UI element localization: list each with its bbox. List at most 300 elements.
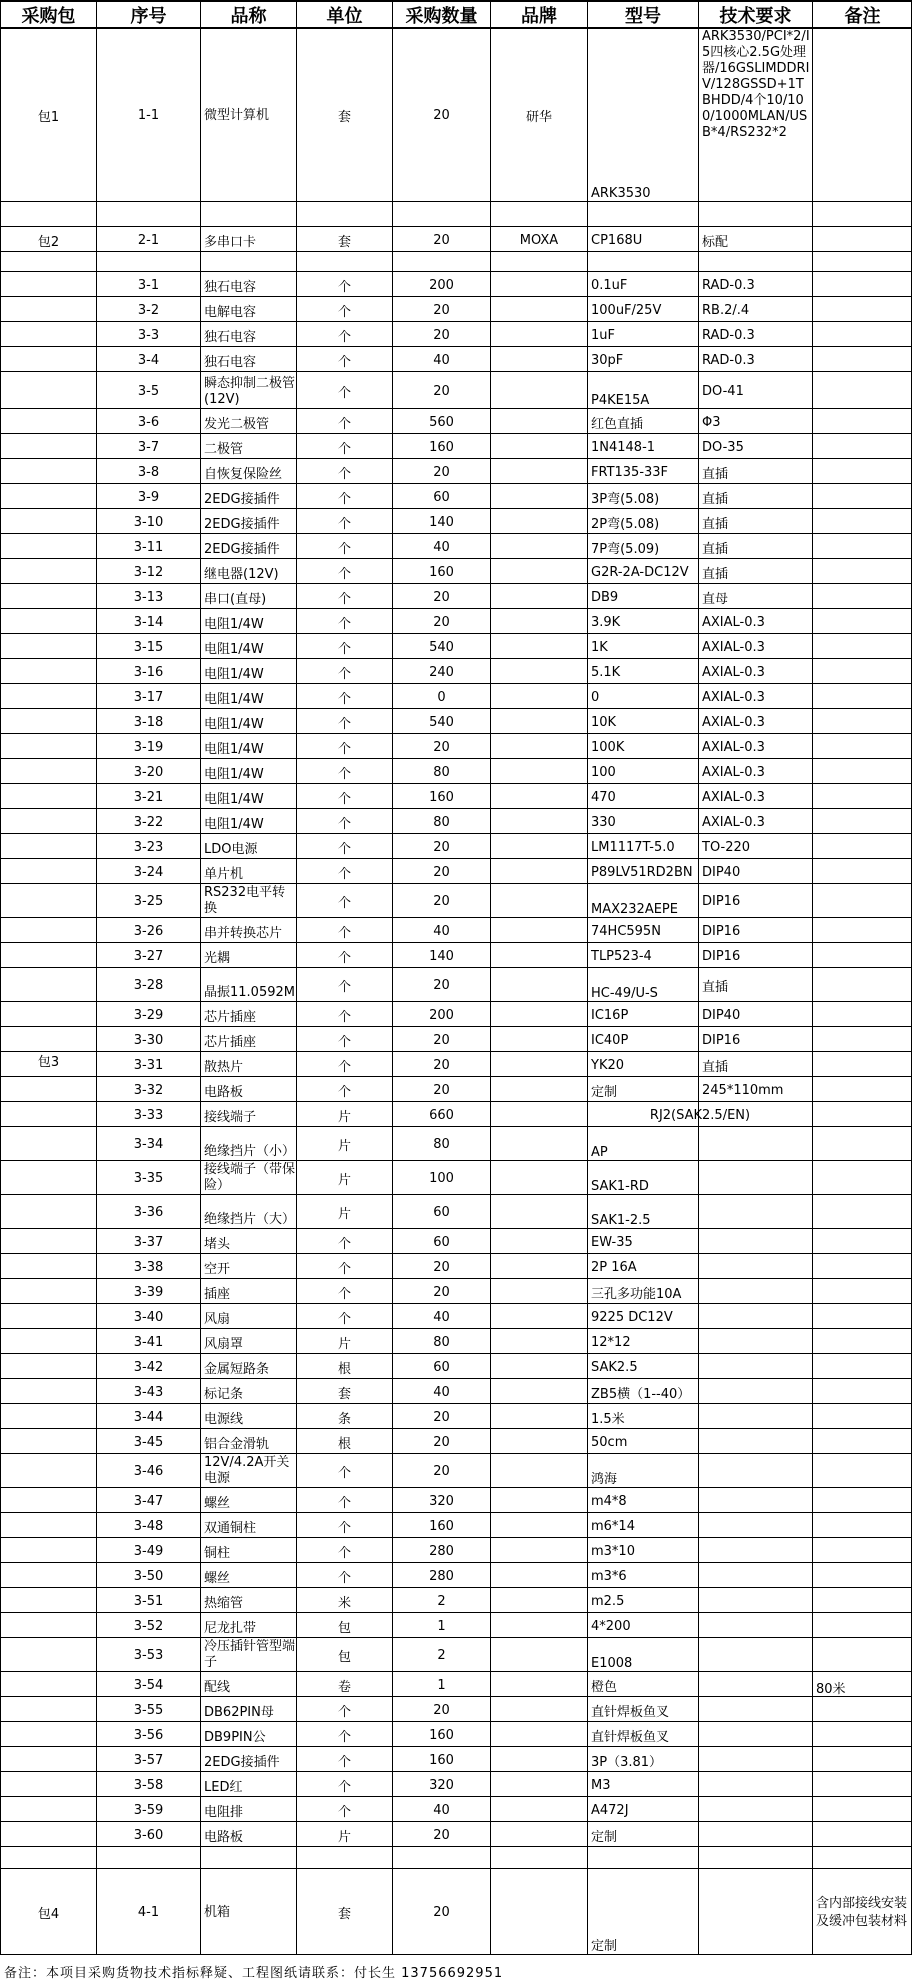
cell-spec: AXIAL-0.3 [702,789,765,805]
cell-model: 4*200 [591,1618,631,1634]
cell-name [201,253,296,272]
cell-unit: 片 [337,1139,351,1154]
cell-qty: 160 [429,1752,454,1768]
cell-brand [491,273,587,297]
cell-model: 1N4148-1 [591,439,656,455]
cell-name: DB62PIN母 [204,1704,274,1720]
cell-brand [491,253,587,272]
cell-no: 3-54 [133,1677,164,1693]
cell-unit: 个 [337,466,351,482]
cell-spec [699,1848,812,1869]
cell-brand [491,660,587,684]
cell-qty: 20 [433,464,450,480]
cell-brand [491,1355,587,1379]
cell-model: HC-49/U-S [591,986,658,1001]
cell-unit [297,203,392,227]
cell-unit: 个 [337,1466,351,1481]
cell-no: 3-58 [133,1777,164,1793]
cell-model: AP [591,1145,608,1160]
cell-note [813,460,912,484]
cell-no: 3-2 [137,302,160,318]
cell-note [813,660,912,684]
cell-no: 3-13 [133,589,164,605]
cell-qty: 40 [433,352,450,368]
cell-unit: 个 [337,541,351,557]
cell-note [813,1128,912,1161]
cell-name: 风扇 [204,1311,231,1327]
cell-unit: 个 [337,304,351,320]
cell-model: m6*14 [591,1518,635,1534]
cell-spec: AXIAL-0.3 [702,764,765,780]
cell-spec: AXIAL-0.3 [702,714,765,730]
cell-brand [491,485,587,509]
cell-spec [699,203,812,227]
cell-model: ARK3530 [591,186,651,201]
cell-unit: 根 [337,1436,351,1452]
cell-no: 3-56 [133,1727,164,1743]
cell-unit: 个 [337,385,351,401]
cell-model: 3.9K [591,614,621,630]
cell-model: 1uF [591,327,615,343]
cell-name: 光耦 [204,950,231,966]
header-cell: 品牌 [521,5,557,27]
cell-qty: 20 [433,302,450,318]
cell-note [813,1196,912,1229]
cell-name: 配线 [204,1679,231,1695]
cell-qty: 20 [433,327,450,343]
cell-qty [393,203,490,227]
cell-spec [699,1748,812,1772]
cell-name: 绝缘挡片（大） [204,1212,296,1227]
cell-spec: AXIAL-0.3 [702,689,765,705]
cell-model: 10K [591,714,617,730]
cell-brand [491,760,587,784]
cell-no: 3-7 [137,439,160,455]
cell-no: 3-10 [133,514,164,530]
cell-note [813,760,912,784]
cell-note [813,203,912,227]
cell-model: 3P（3.81） [591,1754,663,1770]
cell-model: m3*6 [591,1568,627,1584]
cell-note [813,1230,912,1254]
cell-model: 50cm [591,1434,628,1450]
cell-no: 3-38 [133,1259,164,1275]
cell-name: 接线端子（带保险） [204,1162,296,1193]
cell-qty: 20 [433,1032,450,1048]
cell-note [813,1748,912,1772]
cell-no: 3-14 [133,614,164,630]
cell-spec [699,1380,812,1404]
cell-note [813,535,912,559]
cell-spec: RAD-0.3 [702,352,755,368]
cell-brand [491,1489,587,1513]
cell-brand [491,1748,587,1772]
cell-qty: 60 [433,1359,450,1375]
cell-name: 继电器(12V) [204,566,279,582]
cell-spec [699,1280,812,1304]
cell-unit [297,1848,392,1869]
cell-note [813,29,912,202]
cell-note [813,373,912,409]
cell-qty: 20 [433,589,450,605]
cell-model: SAK1-2.5 [591,1213,651,1228]
cell-no: 3-9 [137,489,160,505]
cell-name: 独石电容 [204,279,257,295]
cell-model: IC40P [591,1032,629,1048]
cell-no: 3-35 [133,1171,164,1186]
cell-model: 2P弯(5.08) [591,516,660,532]
cell-unit: 个 [337,1779,351,1795]
cell-unit: 片 [337,1336,351,1352]
cell-qty: 40 [433,1802,450,1818]
cell-qty: 40 [433,923,450,939]
cell-spec [699,1405,812,1429]
cell-spec [699,253,812,272]
cell-model: ZB5横（1--40） [591,1386,691,1402]
cell-unit: 个 [337,896,351,911]
cell-spec: ARK3530/PCI*2/I5四核心2.5G处理器/16GSLIMDDRIV/128GSSD+1TBHDD/4个10/100/1000MLAN/USB*4/RS232*2 [702,29,810,140]
cell-note [813,298,912,322]
cell-name: 串口(直母) [204,591,267,607]
cell-model: CP168U [591,232,643,248]
cell-name: 发光二极管 [204,416,270,432]
cell-brand [491,535,587,559]
cell-model: m3*10 [591,1543,635,1559]
cell-unit: 套 [337,1386,351,1402]
cell-no: 3-48 [133,1518,164,1534]
cell-qty: 80 [433,764,450,780]
cell-spec: DO-41 [702,383,744,399]
cell-name: 散热片 [204,1059,244,1075]
cell-spec [699,1773,812,1797]
cell-no: 3-8 [137,464,160,480]
cell-no: 2-1 [137,232,160,248]
cell-note [813,1380,912,1404]
cell-no: 3-4 [137,352,160,368]
cell-qty: 20 [433,1082,450,1098]
cell-qty: 200 [429,277,454,293]
cell-qty: 20 [433,894,450,909]
footer-note: 备注：本项目采购货物技术指标释疑、工程图纸请联系：付长生 13756692951 [4,1966,504,1981]
cell-note [813,944,912,968]
cell-name: 金属短路条 [204,1361,270,1377]
cell-name: 电阻1/4W [204,666,264,682]
cell-unit: 个 [337,566,351,582]
cell-model: 0.1uF [591,277,628,293]
cell-qty: 20 [433,108,450,123]
cell-name: 螺丝 [204,1570,231,1586]
cell-qty: 560 [429,414,454,430]
cell-spec [699,1589,812,1613]
cell-brand [491,785,587,809]
cell-brand [491,710,587,734]
cell-name: LDO电源 [204,841,258,857]
cell-qty: 20 [433,1464,450,1479]
cell-name: 标记条 [204,1386,244,1402]
cell-model: 0 [591,689,600,705]
cell-no: 3-23 [133,839,164,855]
cell-unit: 个 [337,1311,351,1327]
header-cell: 备注 [844,5,881,27]
cell-unit: 套 [337,110,351,125]
cell-spec: AXIAL-0.3 [702,664,765,680]
cell-name: DB9PIN公 [204,1729,266,1745]
cell-unit: 套 [337,1907,351,1922]
header-cell: 型号 [625,5,661,27]
cell-qty: 160 [429,1727,454,1743]
cell-qty: 20 [433,739,450,755]
cell-model [588,1848,698,1869]
cell-note [813,348,912,372]
cell-model: EW-35 [591,1234,633,1250]
cell-unit: 个 [337,791,351,807]
cell-note [813,560,912,584]
cell-no: 3-44 [133,1409,164,1425]
cell-model: 定制 [591,1939,618,1954]
cell-qty: 240 [429,664,454,680]
cell-qty: 20 [433,232,450,248]
cell-unit: 个 [337,741,351,757]
cell-brand [491,919,587,943]
cell-model: 鸿海 [591,1472,618,1487]
header-cell: 技术要求 [719,5,792,27]
cell-brand [491,323,587,347]
cell-note [813,1430,912,1454]
cell-note [813,835,912,859]
cell-unit: 个 [337,950,351,966]
cell-spec: 直插 [702,566,729,582]
cell-unit: 卷 [337,1679,351,1695]
cell-brand [491,585,587,609]
cell-spec: DIP16 [702,894,741,909]
cell-brand [491,510,587,534]
cell-unit: 片 [337,1207,351,1222]
cell-brand [491,1103,587,1127]
cell-no: 3-60 [133,1827,164,1843]
cell-note [813,410,912,434]
cell-note [813,1564,912,1588]
cell-brand [491,203,587,227]
cell-unit: 个 [337,1704,351,1720]
cell-brand [491,1053,587,1077]
cell-note [813,810,912,834]
cell-qty: 20 [433,1057,450,1073]
cell-unit: 根 [337,1361,351,1377]
cell-name: 电阻1/4W [204,691,264,707]
cell-name: 螺丝 [204,1495,231,1511]
cell-no [97,253,200,272]
cell-model: m2.5 [591,1593,625,1609]
cell-qty: 20 [433,1702,450,1718]
cell-qty: 2 [437,1593,446,1609]
cell-name: 铜柱 [204,1545,231,1561]
cell-no: 3-57 [133,1752,164,1768]
cell-brand [491,1162,587,1195]
cell-name: 2EDG接插件 [204,1754,280,1770]
cell-no: 1-1 [137,108,160,123]
cell-model: FRT135-33F [591,464,669,480]
cell-name: 多串口卡 [204,234,257,250]
cell-unit: 个 [337,1495,351,1511]
cell-spec [699,1196,812,1229]
cell-qty: 0 [437,689,446,705]
cell-note: 含内部接线安装及缓冲包装材料 [816,1895,908,1929]
cell-no: 3-50 [133,1568,164,1584]
cell-unit: 个 [337,816,351,832]
cell-brand [491,860,587,884]
cell-spec [699,1823,812,1847]
cell-spec: 直插 [702,491,729,507]
cell-spec [699,1305,812,1329]
cell-name: 微型计算机 [204,107,270,123]
cell-brand [491,1539,587,1563]
cell-model: MAX232AEPE [591,902,678,917]
cell-name: 电阻1/4W [204,641,264,657]
cell-note [813,969,912,1002]
cell-qty: 160 [429,564,454,580]
cell-unit: 个 [337,980,351,995]
cell-no: 3-46 [133,1464,164,1479]
package-cell: 包2 [37,234,60,250]
cell-model: 定制 [591,1829,618,1845]
cell-spec: 直插 [702,516,729,532]
cell-note [813,1773,912,1797]
cell-name: 12V/4.2A开关电源 [204,1455,290,1486]
cell-unit: 个 [337,1261,351,1277]
cell-no: 3-59 [133,1802,164,1818]
cell-brand [491,1773,587,1797]
cell-no: 3-49 [133,1543,164,1559]
cell-no: 3-51 [133,1593,164,1609]
cell-brand [491,1823,587,1847]
cell-spec: RAD-0.3 [702,327,755,343]
cell-brand [491,410,587,434]
cell-brand [491,1673,587,1697]
cell-no: 3-3 [137,327,160,343]
cell-name: 独石电容 [204,329,257,345]
cell-qty: 80 [433,1334,450,1350]
cell-brand [491,560,587,584]
cell-spec: 直母 [702,591,729,607]
cell-no: 3-45 [133,1434,164,1450]
cell-note [813,228,912,252]
cell-brand [491,1455,587,1488]
cell-note [813,1053,912,1077]
cell-model: 330 [591,814,616,830]
cell-note [813,485,912,509]
cell-note [813,1305,912,1329]
cell-spec: 直插 [702,541,729,557]
cell-qty: 140 [429,514,454,530]
cell-qty: 20 [433,1827,450,1843]
cell-spec: DIP40 [702,864,741,880]
cell-note [813,1330,912,1354]
cell-model: M3 [591,1777,611,1793]
cell-no: 3-19 [133,739,164,755]
cell-qty: 20 [433,839,450,855]
cell-no: 3-26 [133,923,164,939]
cell-qty: 20 [433,864,450,880]
cell-spec [699,1455,812,1488]
cell-qty: 540 [429,714,454,730]
header-cell: 单位 [326,5,363,27]
cell-no [97,1848,200,1869]
cell-spec: DO-35 [702,439,744,455]
cell-model: E1008 [591,1656,633,1671]
cell-qty: 280 [429,1543,454,1559]
cell-no: 3-5 [137,383,160,399]
cell-unit: 个 [337,1059,351,1075]
cell-spec: AXIAL-0.3 [702,639,765,655]
cell-name: 机箱 [204,1904,231,1920]
cell-note [813,1589,912,1613]
cell-name: 电阻1/4W [204,791,264,807]
cell-spec [699,1230,812,1254]
cell-unit: 个 [337,616,351,632]
cell-spec [699,1698,812,1722]
cell-spec: DIP16 [702,1032,741,1048]
cell-unit: 个 [337,441,351,457]
cell-name: 串并转换芯片 [204,925,283,941]
cell-qty: 160 [429,1518,454,1534]
cell-model: YK20 [591,1057,625,1073]
cell-qty: 20 [433,1284,450,1300]
cell-no: 3-33 [133,1107,164,1123]
cell-note [813,1848,912,1869]
cell-model: 100uF/25V [591,302,662,318]
cell-name: 接线端子 [204,1109,257,1125]
cell-model: 74HC595N [591,923,661,939]
cell-model: SAK2.5 [591,1359,638,1375]
cell-unit [297,253,392,272]
cell-spec: DIP16 [702,948,741,964]
cell-name: 风扇罩 [204,1336,244,1352]
cell-spec: 标配 [702,234,729,250]
cell-no: 3-52 [133,1618,164,1634]
cell-no [97,203,200,227]
cell-note [813,860,912,884]
cell-unit: 个 [337,641,351,657]
cell-brand [491,1798,587,1822]
cell-no: 3-27 [133,948,164,964]
cell-qty: 200 [429,1007,454,1023]
cell-spec: DIP16 [702,923,741,939]
cell-name: 瞬态抑制二极管(12V) [204,376,296,407]
cell-spec [699,1489,812,1513]
cell-no: 3-20 [133,764,164,780]
cell-unit: 个 [337,1729,351,1745]
cell-no: 3-32 [133,1082,164,1098]
cell-no: 3-37 [133,1234,164,1250]
cell-model: m4*8 [591,1493,627,1509]
cell-brand [491,1255,587,1279]
cell-brand [491,1405,587,1429]
cell-no: 3-16 [133,664,164,680]
cell-name: 绝缘挡片（小） [204,1144,296,1159]
cell-name: 2EDG接插件 [204,541,280,557]
cell-note [813,1280,912,1304]
cell-no: 4-1 [137,1905,160,1920]
cell-model: 100 [591,764,616,780]
cell-name: 电阻1/4W [204,766,264,782]
cell-note [813,1355,912,1379]
cell-brand [491,835,587,859]
cell-note [813,1405,912,1429]
cell-qty: 280 [429,1568,454,1584]
cell-note [813,885,912,918]
cell-qty: 20 [433,1259,450,1275]
cell-note [813,1698,912,1722]
